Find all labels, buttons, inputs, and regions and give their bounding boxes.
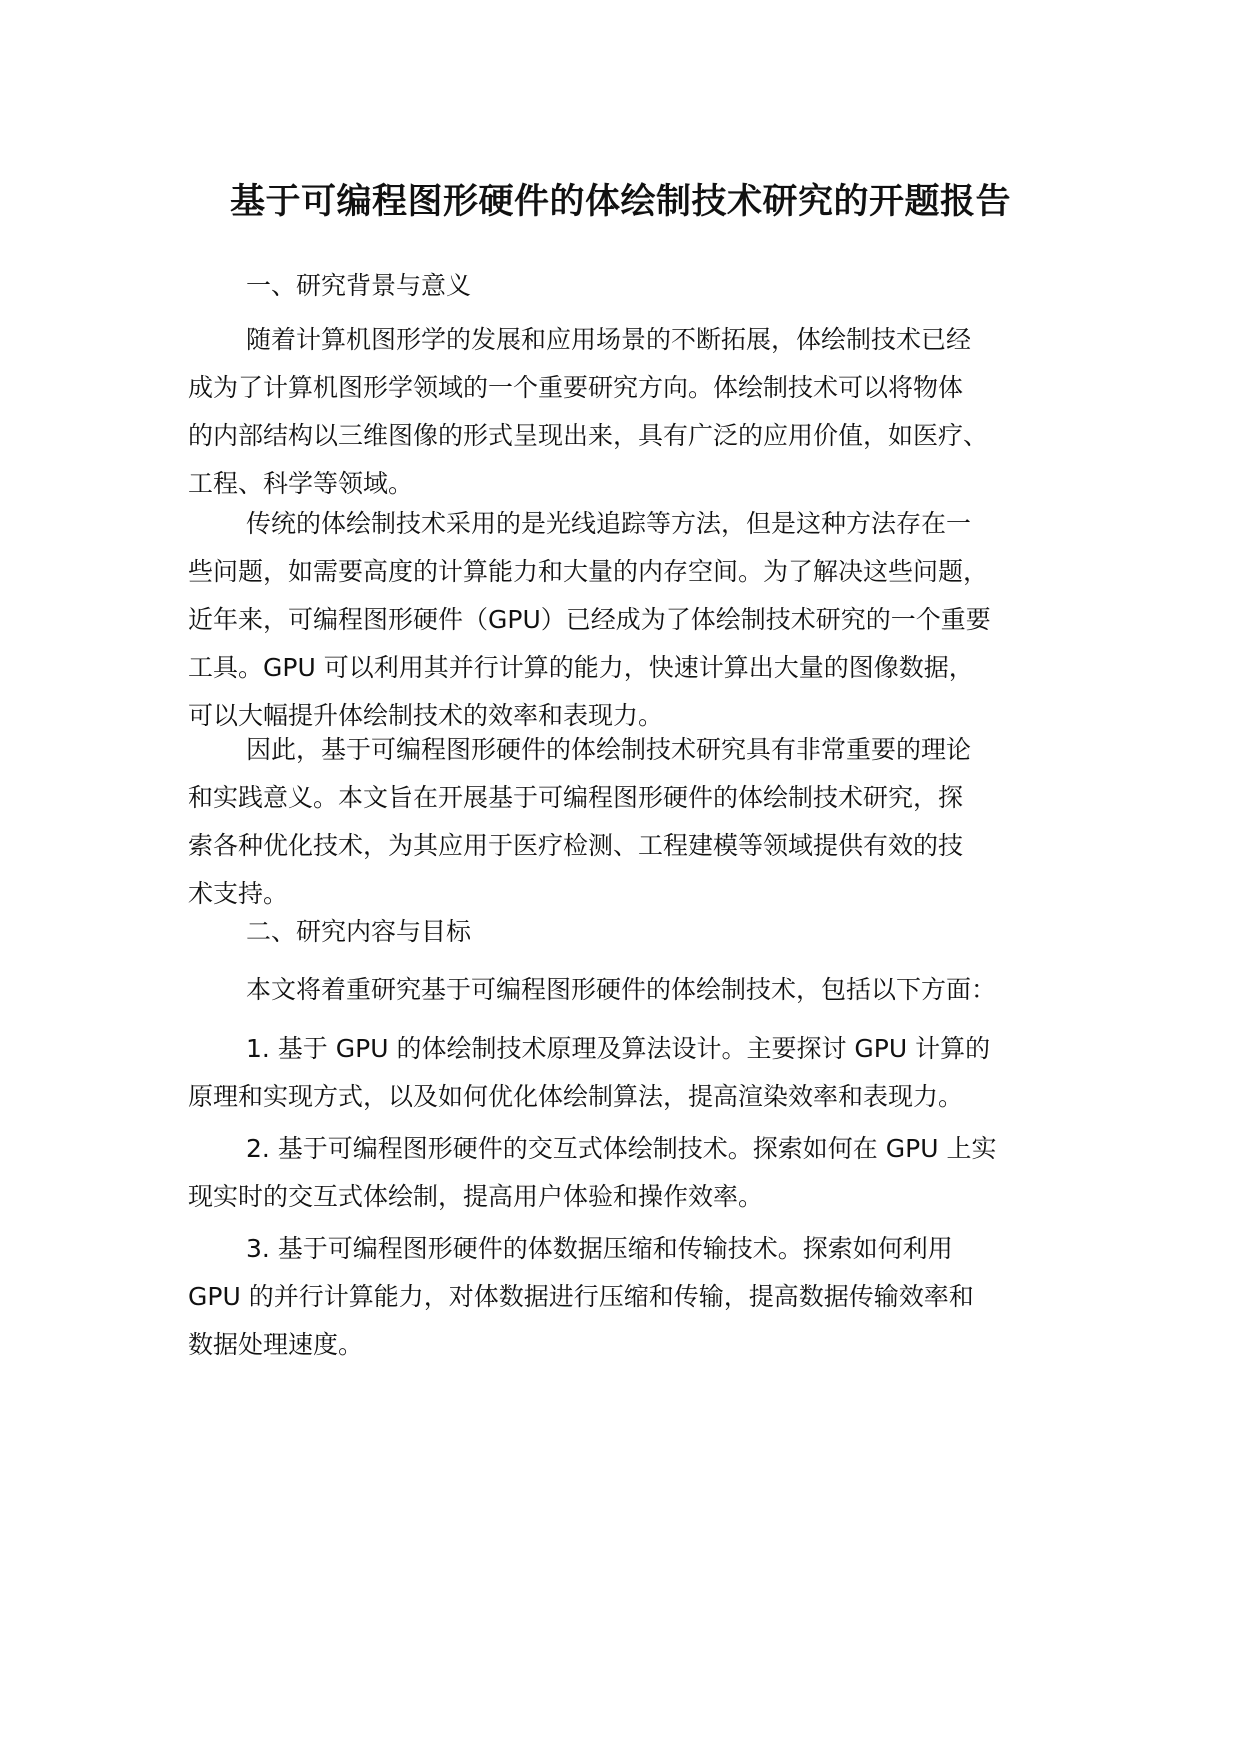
paragraph-line: 成为了计算机图形学领域的一个重要研究方向。体绘制技术可以将物体 (188, 373, 964, 402)
paragraph-line: 可以大幅提升体绘制技术的效率和表现力。 (188, 701, 664, 730)
paragraph-background-2 (188, 500, 1078, 740)
document-title: 基于可编程图形硬件的体绘制技术研究的开题报告 (229, 182, 1011, 222)
paragraph-line: 因此，基于可编程图形硬件的体绘制技术研究具有非常重要的理论 (246, 735, 972, 764)
section-heading-content (188, 908, 1078, 956)
paragraph-line: 本文将着重研究基于可编程图形硬件的体绘制技术，包括以下方面： (246, 975, 997, 1004)
paragraph-line: 术支持。 (188, 879, 289, 908)
paragraph-significance (188, 726, 1078, 918)
paragraph-line: 随着计算机图形学的发展和应用场景的不断拓展，体绘制技术已经 (246, 325, 972, 354)
paragraph-line: 传统的体绘制技术采用的是光线追踪等方法，但是这种方法存在一 (246, 509, 972, 538)
paragraph-line: 工具。GPU 可以利用其并行计算的能力，快速计算出大量的图像数据， (188, 653, 974, 682)
paragraph-line: 些问题，如需要高度的计算能力和大量的内存空间。为了解决这些问题， (188, 557, 989, 586)
paragraph-line: 索各种优化技术，为其应用于医疗检测、工程建模等领域提供有效的技 (188, 831, 964, 860)
section-heading: 一、研究背景与意义 (246, 271, 472, 300)
paragraph-line: 1. 基于 GPU 的体绘制技术原理及算法设计。主要探讨 GPU 计算的 (246, 1034, 991, 1063)
paragraph-line: 2. 基于可编程图形硬件的交互式体绘制技术。探索如何在 GPU 上实 (246, 1134, 997, 1163)
list-item (188, 1025, 1078, 1121)
paragraph-line: 现实时的交互式体绘制，提高用户体验和操作效率。 (188, 1182, 764, 1211)
paragraph-line: 3. 基于可编程图形硬件的体数据压缩和传输技术。探索如何利用 (246, 1234, 953, 1263)
paragraph-line: 原理和实现方式，以及如何优化体绘制算法，提高渲染效率和表现力。 (188, 1082, 964, 1111)
list-item (188, 1225, 1078, 1369)
list-item (188, 1125, 1078, 1221)
section-heading: 二、研究内容与目标 (246, 917, 472, 946)
section-heading-background (188, 262, 1078, 310)
paragraph-line: 的内部结构以三维图像的形式呈现出来，具有广泛的应用价值，如医疗、 (188, 421, 989, 450)
paragraph-line: 工程、科学等领域。 (188, 469, 414, 498)
paragraph-line: 近年来，可编程图形硬件（GPU）已经成为了体绘制技术研究的一个重要 (188, 605, 991, 634)
paragraph-background-1 (188, 316, 1078, 508)
paragraph-line: GPU 的并行计算能力，对体数据进行压缩和传输，提高数据传输效率和 (188, 1282, 974, 1311)
paragraph-intro (188, 966, 1078, 1014)
paragraph-line: 和实践意义。本文旨在开展基于可编程图形硬件的体绘制技术研究，探 (188, 783, 964, 812)
paragraph-line: 数据处理速度。 (188, 1330, 364, 1359)
